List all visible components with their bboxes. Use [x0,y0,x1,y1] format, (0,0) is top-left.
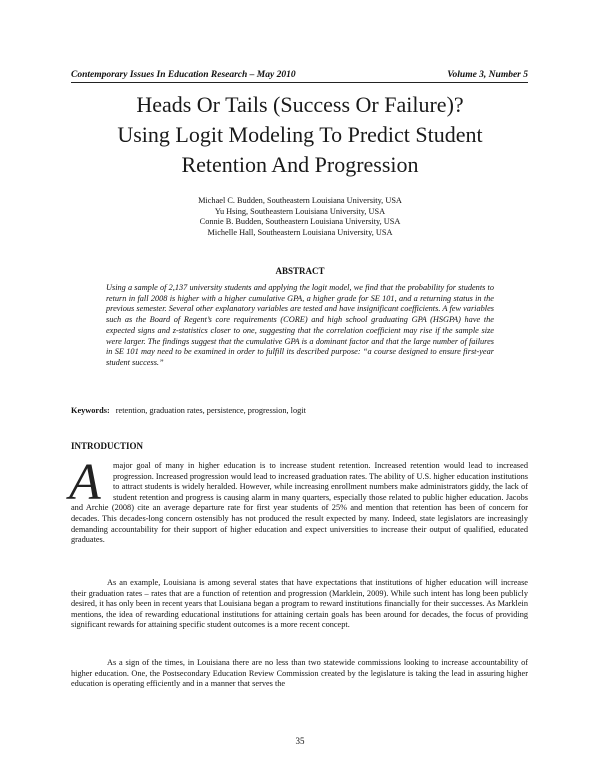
drop-cap: A [69,454,101,511]
author: Michelle Hall, Southeastern Louisiana University, USA [207,227,393,237]
volume-number: Volume 3, Number 5 [447,70,528,80]
author: Yu Hsing, Southeastern Louisiana University, USA [214,206,386,216]
author: Connie B. Budden, Southeastern Louisiana University, USA [199,217,401,226]
keywords [71,406,528,415]
keywords-label: Keywords: [71,406,110,415]
paper-title [60,90,540,180]
page-number: 35 [295,736,305,746]
body-paragraph: As a sign of the times, in Louisiana there are no less than two statewide commissions looking to increase accountability of higher education. One, the Postsecondary Education Review Commission created by the legislature is taking the lead in assuring higher education is operating efficiently and in a manner that serves the [71,658,528,689]
body-paragraph: As an example, Louisiana is among several states that have expectations that institutions of higher education will increase their graduation rates – rates that are a function of retention and progression (Marklein, 2009). While such intent has long been publicly desired, it has only been in recent years that Louisiana began a program to reward institutions financially for their successes. As Marklein mentions, the idea of rewarding educational institutions for attaining certain goals has been around for decades, the focus of providing significant rewards for attaining specific student outcomes is a more recent concept. [71,578,528,630]
title-line: Heads Or Tails (Success Or Failure)? [136,92,464,117]
keywords-text: retention, graduation rates, persistence, progression, logit [115,406,306,415]
abstract-text: Using a sample of 2,137 university students and applying the logit model, we find that the probability for students to return in fall 2008 is higher with a higher cumulative GPA, a higher grade for SE 101, and a returning status in the previous semester. Several other explanatory variables are tested and have insignificant coefficients. A few variables such as the Board of Regent’s core requirements (CORE) and high school graduating GPA (HSGPA) have the expected signs and z-statistics closer to one, suggesting that the correlation coefficient may rise if the sample size were larger. The findings suggest that the cumulative GPA is a dominant factor and that the large number of failures in SE 101 may need to be examined in order to fulfill its described purpose: “a course designed to ensure first-year student success.” [106,283,494,367]
running-header [71,70,528,83]
author-list [60,196,540,238]
journal-name: Contemporary Issues In Education Research – May 2010 [71,70,296,80]
title-line: Using Logit Modeling To Predict Student [117,122,483,147]
body-paragraph [69,454,528,546]
paragraph-text: major goal of many in higher education is to increase student retention. Increased retention would lead to increased progression. Increased progression would lead to increased graduation rates. The ability of U.S. higher education institutions to attract students is widely heralded. However, while increasing enrollment numbers make administrators giddy, the lack of student retention and progress is causing alarm in many quarters, especially those related to public higher education. Jacobs and Archie (2008) cite an average departure rate for first year students of 25% and mention that retention has been of concern for decades. This decades-long concern ostensibly has not produced the result expected by many. Indeed, state legislators are increasingly demanding accountability for their support of higher education and expect universities to increase their output of qualified, educated graduates. [71,461,528,545]
introduction-heading: INTRODUCTION [71,441,144,451]
author: Michael C. Budden, Southeastern Louisiana University, USA [198,196,402,205]
abstract-heading: ABSTRACT [275,266,325,276]
title-line: Retention And Progression [181,152,419,177]
